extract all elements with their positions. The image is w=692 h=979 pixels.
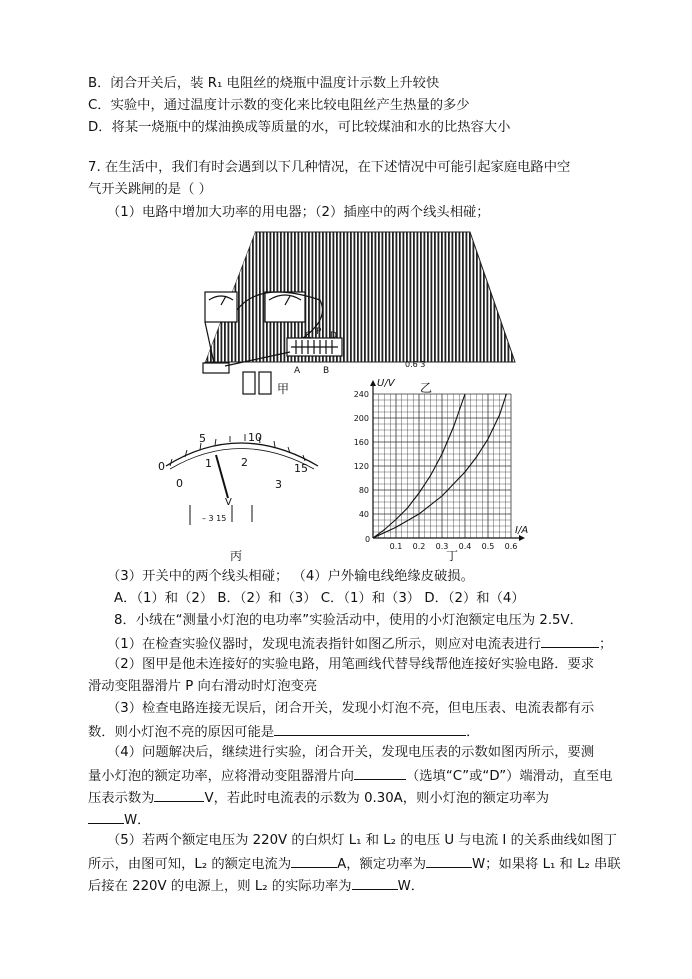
q8-part2-line1: （2）图甲是他未连接好的实验电路，用笔画线代替导线帮他连接好实验电路．要求	[107, 657, 595, 672]
q8-part1-text: （1）在检查实验仪器时，发现电流表指针如图乙所示，则应对电流表进行	[107, 637, 541, 652]
q8-part5-line2	[88, 853, 621, 875]
q8-part2-line2: 滑动变阻器滑片 P 向右滑动时灯泡变亮	[88, 679, 318, 694]
q8-part4-line2	[88, 765, 612, 787]
x-tick-label: 0.5	[481, 542, 495, 551]
meter-inner-0: 0	[176, 477, 183, 490]
ammeter-terminal-label: 0.6 3	[405, 360, 426, 369]
q8-part5-text-a: 所示，由图可知，L₂ 的额定电流为	[88, 857, 292, 872]
meter-outer-10: 10	[248, 431, 262, 444]
answer-blank-5b[interactable]	[426, 853, 472, 868]
q8-part4-text-b: （选填“C”或“D”）端滑动，直至电	[405, 769, 613, 784]
q8-part3-text: 数．则小灯泡不亮的原因可能是	[88, 725, 275, 740]
q8-part4-text-e: W．	[124, 813, 151, 828]
answer-blank-1[interactable]	[541, 633, 599, 648]
q8-part3-line2	[88, 721, 479, 743]
y-tick-label: 200	[353, 414, 369, 423]
x-tick-label: 0.4	[458, 542, 472, 551]
q8-part5-text-c: W；如果将 L₁ 和 L₂ 串联	[472, 857, 621, 872]
circuit-label-p: P	[316, 327, 322, 337]
label-jia: 甲	[277, 382, 290, 396]
x-tick-label: 0.3	[435, 542, 449, 551]
ui-graph-ding	[354, 378, 529, 551]
answer-blank-4b[interactable]	[154, 787, 204, 802]
q8-stem: 8．小绒在“测量小灯泡的电功率”实验活动中，使用的小灯泡额定电压为 2.5V．	[114, 613, 583, 628]
meter-outer-5: 5	[199, 432, 206, 445]
meter-outer-15: 15	[294, 462, 308, 475]
q8-part5-line3	[88, 875, 424, 897]
q8-part5-line1: （5）若两个额定电压为 220V 的白炽灯 L₁ 和 L₂ 的电压 U 与电流 I 的关系曲线如图丁	[107, 833, 617, 848]
label-yi: 乙	[420, 381, 433, 395]
q8-part3-line1: （3）检查电路连接无误后，闭合开关，发现小灯泡不亮，但电压表、电流表都有示	[107, 701, 595, 716]
x-tick-label: 0.1	[389, 542, 403, 551]
meter-inner-2: 2	[241, 456, 248, 469]
label-ding: 丁	[446, 549, 459, 563]
q8-part5-text-b: A，额定功率为	[337, 857, 427, 872]
y-tick-label: 160	[353, 438, 369, 447]
option-b: B．闭合开关后，装 R₁ 电阻丝的烧瓶中温度计示数上升较快	[88, 76, 440, 91]
meter-terminals: – 3 15	[202, 514, 227, 523]
circuit-label-d: D	[330, 331, 337, 341]
q7-stem-line2: 气开关跳闸的是（ ）	[88, 182, 212, 197]
y-tick-label: 120	[353, 462, 369, 471]
q8-part4-text-d: V，若此时电流表的示数为 0.30A，则小灯泡的额定功率为	[204, 791, 550, 806]
meter-inner-3: 3	[275, 478, 282, 491]
x-axis-label: I/A	[515, 525, 529, 536]
answer-blank-5c[interactable]	[352, 875, 398, 890]
origin-label: 0	[365, 535, 371, 544]
q8-part4-line4	[88, 809, 150, 831]
y-tick-label: 40	[358, 510, 369, 519]
q8-part4-text-c: 压表示数为	[88, 791, 155, 806]
striped-trapezoid	[205, 232, 515, 362]
q7-stem-line1: 7. 在生活中，我们有时会遇到以下几种情况，在下述情况中可能引起家庭电路中空	[88, 160, 571, 175]
q8-part4-text-a: 量小灯泡的额定功率，应将滑动变阻器滑片向	[88, 769, 354, 784]
circuit-label-c: C	[305, 331, 312, 341]
q8-part1-end: ；	[598, 637, 613, 652]
circuit-label-a: A	[294, 366, 301, 376]
answer-blank-5a[interactable]	[291, 853, 337, 868]
q8-part5-text-e: W．	[397, 879, 425, 894]
x-tick-label: 0.2	[412, 542, 426, 551]
circuit-label-b: B	[323, 366, 330, 376]
option-c: C．实验中，通过温度计示数的变化来比较电阻丝产生热量的多少	[88, 98, 470, 113]
answer-blank-3[interactable]	[274, 721, 466, 736]
q7-choices: A．（1）和（2） B．（2）和（3） C．（1）和（3） D．（2）和（4）	[114, 591, 525, 606]
y-tick-label: 240	[353, 390, 369, 399]
meter-outer-0: 0	[158, 460, 165, 473]
label-bing: 丙	[230, 549, 243, 563]
q8-part1	[107, 633, 612, 655]
answer-blank-4a[interactable]	[354, 765, 406, 780]
x-tick-label: 0.6	[504, 542, 518, 551]
q8-part5-text-d: 后接在 220V 的电源上，则 L₂ 的实际功率为	[88, 879, 352, 894]
y-axis-label: U/V	[377, 378, 395, 389]
meter-inner-1: 1	[205, 457, 212, 470]
meter-unit: V	[225, 497, 232, 508]
y-axis-arrow	[370, 380, 376, 386]
q8-part3-end: ．	[466, 725, 480, 740]
q7-conditions-1-2: （1）电路中增加大功率的用电器；（2）插座中的两个线头相碰；	[107, 205, 490, 220]
option-d: D．将某一烧瓶中的煤油换成等质量的水，可比较煤油和水的比热容大小	[88, 120, 511, 135]
voltmeter-dial	[166, 434, 318, 525]
y-tick-label: 80	[358, 486, 369, 495]
answer-blank-4c[interactable]	[88, 809, 124, 824]
q7-conditions-3-4: （3）开关中的两个线头相碰； （4）户外输电线绝缘皮破损。	[107, 569, 474, 584]
q8-part4-line3	[88, 787, 549, 809]
q8-part4-line1: （4）问题解决后，继续进行实验，闭合开关，发现电压表的示数如图丙所示，要测	[107, 745, 595, 760]
